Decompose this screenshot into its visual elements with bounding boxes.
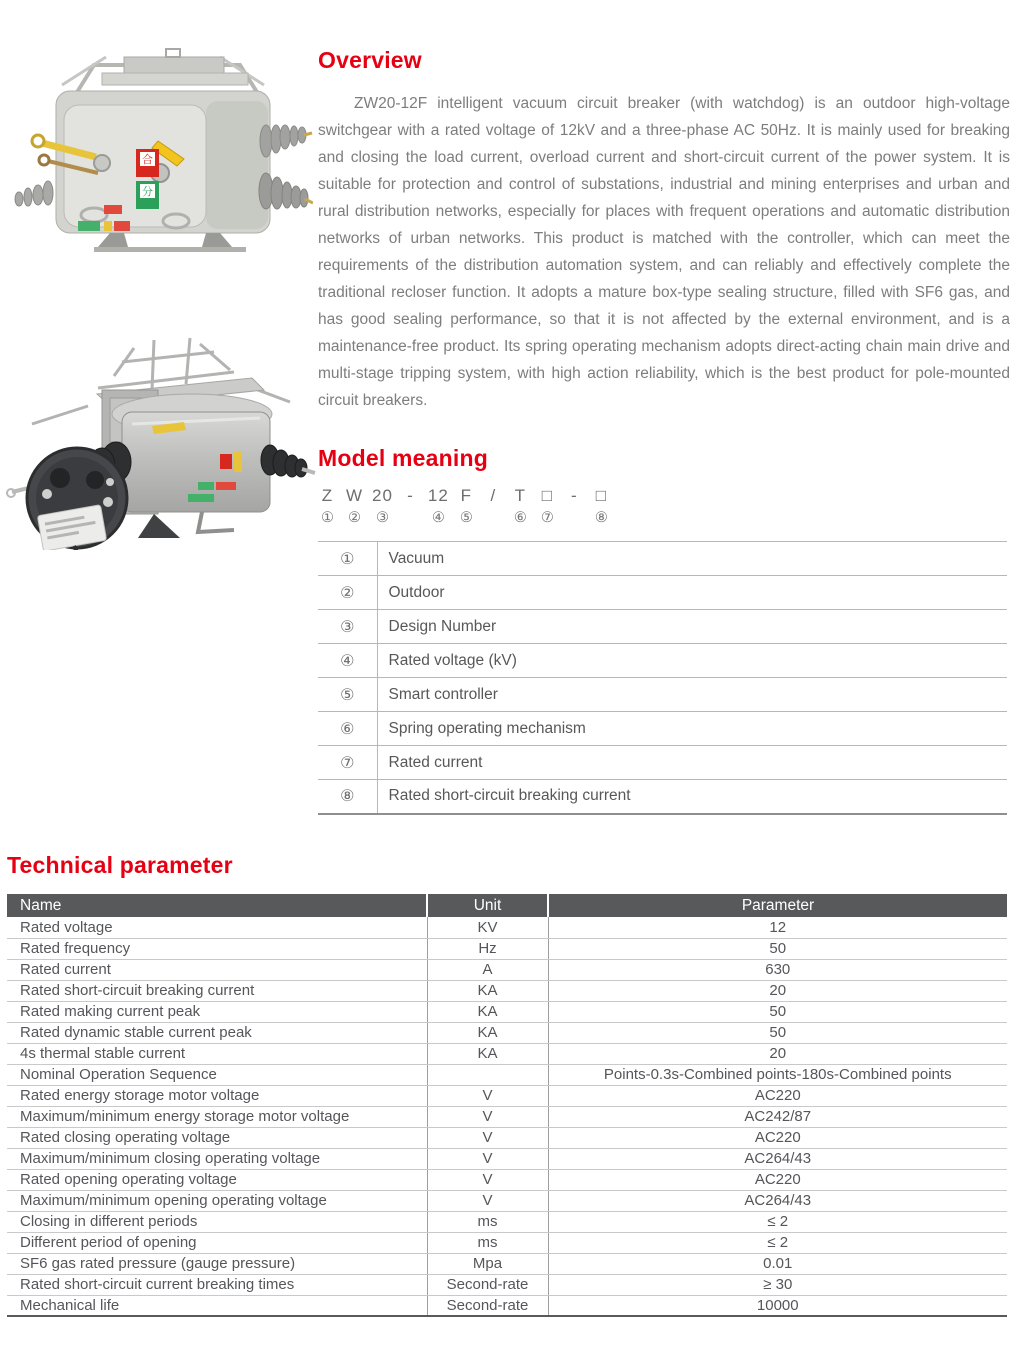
tech-row xyxy=(7,1106,1007,1127)
model-code-segment xyxy=(345,486,364,526)
product-photo-2 xyxy=(2,332,317,550)
tech-cell-value: 0.01 xyxy=(548,1253,1007,1274)
tech-cell-name: Mechanical life xyxy=(7,1295,427,1316)
tech-cell-value: Points-0.3s-Combined points-180s-Combined points xyxy=(548,1064,1007,1085)
tech-cell-unit: V xyxy=(427,1148,548,1169)
tech-cell-name: Maximum/minimum closing operating voltage xyxy=(7,1148,427,1169)
model-code-number: ⑧ xyxy=(594,510,608,526)
model-row-label: Rated short-circuit breaking current xyxy=(377,780,1007,814)
model-code-symbol: T xyxy=(514,486,527,505)
tech-cell-name: Rated frequency xyxy=(7,938,427,959)
tech-row xyxy=(7,1148,1007,1169)
tech-cell-unit: Hz xyxy=(427,938,548,959)
model-code-symbol: - xyxy=(571,486,578,505)
tech-cell-name: Rated short-circuit breaking current xyxy=(7,980,427,1001)
svg-text:合: 合 xyxy=(142,154,153,166)
model-row-label: Rated voltage (kV) xyxy=(377,644,1007,678)
tech-cell-unit: KA xyxy=(427,1043,548,1064)
close-label-sticker xyxy=(136,149,159,177)
tech-row xyxy=(7,959,1007,980)
tech-cell-name: Rated opening operating voltage xyxy=(7,1169,427,1190)
tech-cell-name: Rated voltage xyxy=(7,917,427,938)
tech-row xyxy=(7,1169,1007,1190)
model-code-symbol: Z xyxy=(321,486,334,505)
tech-cell-value: AC220 xyxy=(548,1169,1007,1190)
tech-row xyxy=(7,1253,1007,1274)
overview-heading: Overview xyxy=(318,47,422,73)
tech-cell-value: ≤ 2 xyxy=(548,1211,1007,1232)
model-row-number: ① xyxy=(318,542,377,576)
tech-cell-name: Rated short-circuit current breaking times xyxy=(7,1274,427,1295)
model-code-symbol: / xyxy=(490,486,497,505)
model-row-number: ⑤ xyxy=(318,678,377,712)
controller-unit xyxy=(27,448,127,550)
tech-cell-unit: A xyxy=(427,959,548,980)
open-label-sticker xyxy=(136,181,159,209)
tech-cell-unit: V xyxy=(427,1106,548,1127)
technical-parameter-heading: Technical parameter xyxy=(7,852,233,878)
tech-cell-unit: V xyxy=(427,1190,548,1211)
model-code-symbol: 12 xyxy=(427,486,449,505)
tech-cell-unit: KA xyxy=(427,1022,548,1043)
tech-cell-value: AC264/43 xyxy=(548,1190,1007,1211)
tech-cell-name: SF6 gas rated pressure (gauge pressure) xyxy=(7,1253,427,1274)
tech-cell-name: Rated energy storage motor voltage xyxy=(7,1085,427,1106)
tech-cell-name: Different period of opening xyxy=(7,1232,427,1253)
tech-cell-value: AC220 xyxy=(548,1127,1007,1148)
svg-text:分: 分 xyxy=(142,186,153,198)
tech-row xyxy=(7,1295,1007,1316)
model-meaning-row xyxy=(318,542,1007,576)
tech-cell-name: Rated current xyxy=(7,959,427,980)
tech-row xyxy=(7,1274,1007,1295)
model-row-label: Spring operating mechanism xyxy=(377,712,1007,746)
model-row-label: Design Number xyxy=(377,610,1007,644)
tech-row xyxy=(7,1211,1007,1232)
tech-cell-value: AC264/43 xyxy=(548,1148,1007,1169)
model-code-number: ⑤ xyxy=(459,510,473,526)
model-row-number: ④ xyxy=(318,644,377,678)
base-skid xyxy=(138,514,180,538)
tech-cell-value: ≥ 30 xyxy=(548,1274,1007,1295)
tech-column-header: Unit xyxy=(427,894,548,917)
tech-cell-unit: KA xyxy=(427,1001,548,1022)
model-row-number: ⑥ xyxy=(318,712,377,746)
model-code-symbol: □ xyxy=(595,486,607,505)
model-code-number: ① xyxy=(321,510,334,526)
tech-cell-unit: V xyxy=(427,1127,548,1148)
model-meaning-row xyxy=(318,780,1007,814)
model-code-number: ③ xyxy=(375,510,389,526)
tech-cell-unit: Second-rate xyxy=(427,1295,548,1316)
model-code-segment xyxy=(511,486,530,526)
tech-cell-name: Maximum/minimum energy storage motor voltage xyxy=(7,1106,427,1127)
tech-cell-value: ≤ 2 xyxy=(548,1232,1007,1253)
model-row-number: ② xyxy=(318,576,377,610)
tech-cell-value: 12 xyxy=(548,917,1007,938)
tech-column-header: Parameter xyxy=(548,894,1007,917)
tech-cell-unit xyxy=(427,1064,548,1085)
model-code-symbol: F xyxy=(460,486,473,505)
model-code xyxy=(318,486,1010,526)
model-row-label: Rated current xyxy=(377,746,1007,780)
tech-cell-name: Maximum/minimum opening operating voltage xyxy=(7,1190,427,1211)
tech-cell-name: Closing in different periods xyxy=(7,1211,427,1232)
model-meaning-row xyxy=(318,746,1007,780)
tech-cell-name: Rated closing operating voltage xyxy=(7,1127,427,1148)
tech-row xyxy=(7,1022,1007,1043)
model-code-segment xyxy=(401,486,420,526)
tech-cell-unit: KA xyxy=(427,980,548,1001)
tech-cell-value: 50 xyxy=(548,938,1007,959)
model-code-segment xyxy=(538,486,557,526)
model-row-number: ⑦ xyxy=(318,746,377,780)
model-meaning-row xyxy=(318,644,1007,678)
tech-cell-value: 20 xyxy=(548,1043,1007,1064)
tech-cell-value: 630 xyxy=(548,959,1007,980)
model-row-label: Outdoor xyxy=(377,576,1007,610)
model-code-symbol: 20 xyxy=(372,486,393,505)
model-row-number: ③ xyxy=(318,610,377,644)
model-row-label: Vacuum xyxy=(377,542,1007,576)
tech-cell-value: 10000 xyxy=(548,1295,1007,1316)
tech-row xyxy=(7,980,1007,1001)
model-code-segment xyxy=(484,486,503,526)
model-code-segment xyxy=(457,486,476,526)
tech-row xyxy=(7,1001,1007,1022)
tech-cell-name: Rated dynamic stable current peak xyxy=(7,1022,427,1043)
model-meaning-table xyxy=(318,541,1007,815)
tech-cell-unit: KV xyxy=(427,917,548,938)
product-photos-column xyxy=(2,45,317,550)
tech-cell-unit: Second-rate xyxy=(427,1274,548,1295)
tech-row xyxy=(7,1190,1007,1211)
model-code-symbol: - xyxy=(407,486,414,505)
left-bushing xyxy=(15,181,53,206)
technical-parameter-section xyxy=(7,851,1007,1317)
tech-cell-unit: V xyxy=(427,1169,548,1190)
overview-paragraph: ZW20-12F intelligent vacuum circuit breaker (with watchdog) is an outdoor high-voltage switchgear with a rated voltage of 12kV and a three-phase AC 50Hz. It is mainly used for breaking and closing the load current, overload current and short-circuit current of the power system. It is suitable for protection and control of substations, industrial and mining enterprises and urban and rural distribution networks, especially for places with frequent operations and automatic distribution networks of urban networks. This product is matched with the controller, which can meet the requirements of the distribution automation system, and can reliably and effectively complete the traditional recloser function. It adopts a mature box-type sealing structure, filled with SF6 gas, and has good sealing performance, so that it is not affected by the external environment, and is a maintenance-free product. Its spring operating mechanism adopts direct-acting chain main drive and multi-stage tripping system, with high action reliability, which is the best product for pole-mounted circuit breakers. xyxy=(318,95,1010,409)
model-row-number: ⑧ xyxy=(318,780,377,814)
tech-cell-value: 50 xyxy=(548,1022,1007,1043)
tech-header-row xyxy=(7,894,1007,917)
tech-cell-value: AC242/87 xyxy=(548,1106,1007,1127)
model-code-segment xyxy=(565,486,584,526)
tech-cell-value: 50 xyxy=(548,1001,1007,1022)
mounting-feet xyxy=(94,233,246,252)
model-meaning-row xyxy=(318,678,1007,712)
tech-row xyxy=(7,1085,1007,1106)
model-code-segment xyxy=(372,486,393,526)
tech-row xyxy=(7,1127,1007,1148)
product-photo-1 xyxy=(8,45,313,257)
tech-cell-unit: V xyxy=(427,1085,548,1106)
tech-cell-name: Rated making current peak xyxy=(7,1001,427,1022)
tech-cell-value: 20 xyxy=(548,980,1007,1001)
tech-cell-name: Nominal Operation Sequence xyxy=(7,1064,427,1085)
tech-row xyxy=(7,1043,1007,1064)
model-code-symbol: □ xyxy=(541,486,553,505)
model-code-number: ⑦ xyxy=(540,510,554,526)
model-code-number: ⑥ xyxy=(513,510,527,526)
model-code-number: ④ xyxy=(431,510,445,526)
model-code-segment xyxy=(592,486,611,526)
tech-cell-unit: ms xyxy=(427,1211,548,1232)
tech-cell-unit: Mpa xyxy=(427,1253,548,1274)
model-meaning-row xyxy=(318,712,1007,746)
model-code-segment xyxy=(318,486,337,526)
model-meaning-row xyxy=(318,610,1007,644)
model-code-symbol: W xyxy=(345,486,364,505)
tech-table xyxy=(7,894,1007,1317)
model-row-label: Smart controller xyxy=(377,678,1007,712)
model-meaning-heading: Model meaning xyxy=(318,445,489,471)
tech-cell-unit: ms xyxy=(427,1232,548,1253)
right-black-bushing xyxy=(261,445,307,477)
tech-row xyxy=(7,917,1007,938)
model-meaning-row xyxy=(318,576,1007,610)
tech-row xyxy=(7,1232,1007,1253)
right-column xyxy=(318,46,1010,815)
tech-column-header: Name xyxy=(7,894,427,917)
tech-cell-value: AC220 xyxy=(548,1085,1007,1106)
tech-row xyxy=(7,938,1007,959)
model-code-segment xyxy=(428,486,449,526)
tech-row xyxy=(7,1064,1007,1085)
tech-cell-name: 4s thermal stable current xyxy=(7,1043,427,1064)
model-code-number: ② xyxy=(348,510,361,526)
